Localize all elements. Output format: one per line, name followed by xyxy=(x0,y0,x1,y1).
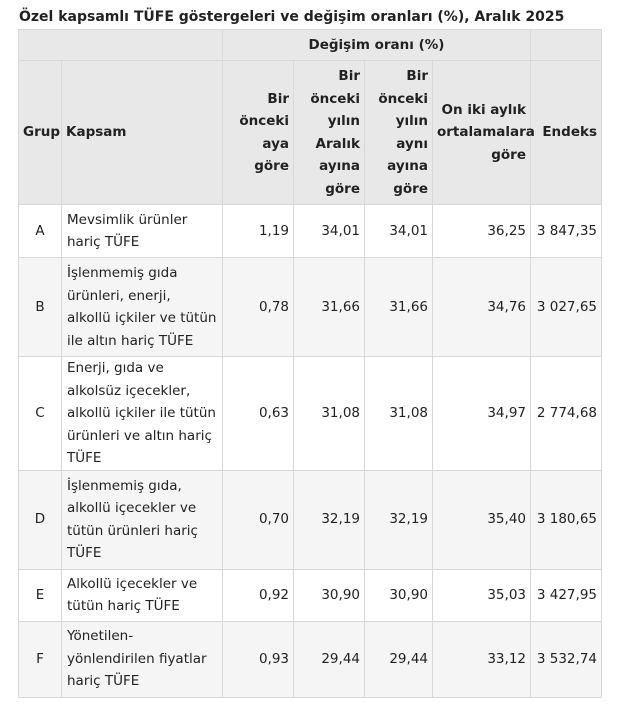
cpi-table xyxy=(18,29,602,698)
cell-ortalama: 35,40 xyxy=(433,470,531,569)
cell-aylik: 0,78 xyxy=(223,258,294,357)
cell-aylik: 0,93 xyxy=(223,621,294,697)
cell-grup: A xyxy=(19,205,62,258)
cell-yillik: 31,08 xyxy=(365,357,433,471)
cell-kapsam: İşlenmemiş gıda ürünleri, enerji, alkollü içkiler ve tütün ile altın hariç TÜFE xyxy=(62,258,223,357)
cell-kapsam: Alkollü içecekler ve tütün hariç TÜFE xyxy=(62,569,223,621)
cell-endeks: 3 427,95 xyxy=(531,569,602,621)
cell-endeks: 2 774,68 xyxy=(531,357,602,471)
header-degisim: Değişim oranı (%) xyxy=(223,30,531,61)
table-row xyxy=(19,357,602,471)
cell-aylik: 0,63 xyxy=(223,357,294,471)
cell-ortalama: 33,12 xyxy=(433,621,531,697)
header-kapsam: Kapsam xyxy=(62,61,223,205)
cell-aralik: 31,66 xyxy=(294,258,365,357)
table-title: Özel kapsamlı TÜFE göstergeleri ve değişim oranları (%), Aralık 2025 xyxy=(19,9,565,25)
cell-aralik: 32,19 xyxy=(294,470,365,569)
table-row xyxy=(19,569,602,621)
header-aralik: Bir önceki yılın Aralık ayına göre xyxy=(294,61,365,205)
cell-aylik: 0,70 xyxy=(223,470,294,569)
cell-yillik: 29,44 xyxy=(365,621,433,697)
header-aylik: Bir önceki aya göre xyxy=(223,61,294,205)
table-body xyxy=(19,205,602,698)
cell-grup: B xyxy=(19,258,62,357)
cell-aralik: 34,01 xyxy=(294,205,365,258)
cell-endeks: 3 027,65 xyxy=(531,258,602,357)
table-row xyxy=(19,258,602,357)
cell-grup: F xyxy=(19,621,62,697)
header-grup: Grup xyxy=(19,61,62,205)
cell-endeks: 3 180,65 xyxy=(531,470,602,569)
cell-ortalama: 35,03 xyxy=(433,569,531,621)
cell-yillik: 34,01 xyxy=(365,205,433,258)
cell-grup: E xyxy=(19,569,62,621)
cell-aylik: 1,19 xyxy=(223,205,294,258)
cell-aralik: 29,44 xyxy=(294,621,365,697)
table-row xyxy=(19,621,602,697)
cell-grup: D xyxy=(19,470,62,569)
cell-kapsam: İşlenmemiş gıda, alkollü içecekler ve tütün ürünleri hariç TÜFE xyxy=(62,470,223,569)
header-blank-endeks xyxy=(531,30,602,61)
table-row xyxy=(19,470,602,569)
cell-yillik: 30,90 xyxy=(365,569,433,621)
cell-ortalama: 34,76 xyxy=(433,258,531,357)
table-row xyxy=(19,205,602,258)
header-ortalama: On iki aylık ortalamalara göre xyxy=(433,61,531,205)
header-yillik: Bir önceki yılın aynı ayına göre xyxy=(365,61,433,205)
cell-ortalama: 34,97 xyxy=(433,357,531,471)
header-endeks: Endeks xyxy=(531,61,602,205)
cell-kapsam: Mevsimlik ürünler hariç TÜFE xyxy=(62,205,223,258)
cell-aylik: 0,92 xyxy=(223,569,294,621)
cell-kapsam: Enerji, gıda ve alkolsüz içecekler, alkollü içkiler ile tütün ürünleri ve altın hariç TÜFE xyxy=(62,357,223,471)
cell-endeks: 3 532,74 xyxy=(531,621,602,697)
header-blank xyxy=(19,30,223,61)
cell-aralik: 30,90 xyxy=(294,569,365,621)
cell-ortalama: 36,25 xyxy=(433,205,531,258)
cell-grup: C xyxy=(19,357,62,471)
cell-yillik: 31,66 xyxy=(365,258,433,357)
cell-kapsam: Yönetilen-yönlendirilen fiyatlar hariç TÜFE xyxy=(62,621,223,697)
cell-aralik: 31,08 xyxy=(294,357,365,471)
cell-endeks: 3 847,35 xyxy=(531,205,602,258)
cell-yillik: 32,19 xyxy=(365,470,433,569)
